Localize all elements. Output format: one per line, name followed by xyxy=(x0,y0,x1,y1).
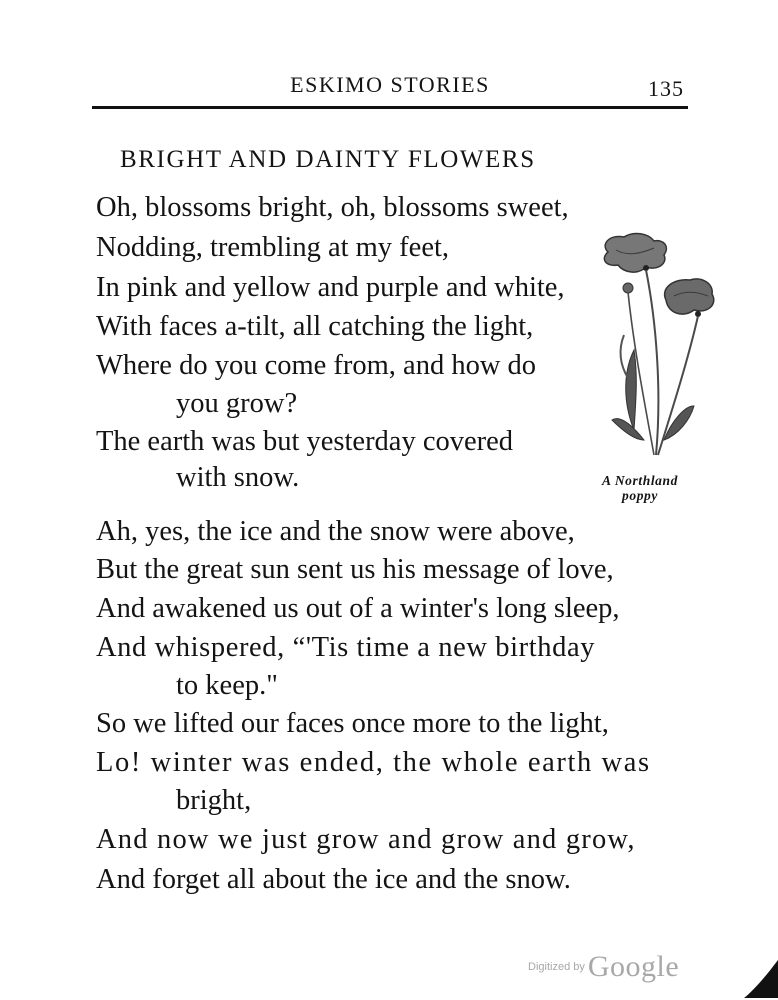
poem-line: And forget all about the ice and the snow. xyxy=(96,864,571,895)
page-corner-icon xyxy=(744,960,778,998)
digitized-prefix: Digitized by xyxy=(528,961,585,973)
header-rule xyxy=(92,106,688,109)
poem-line: And whispered, “'Tis time a new birthday xyxy=(96,632,596,663)
poem-title: BRIGHT AND DAINTY FLOWERS xyxy=(120,146,536,173)
poem-line: And now we just grow and grow and grow, xyxy=(96,824,636,855)
poem-line: bright, xyxy=(176,785,252,816)
caption-line: A Northland xyxy=(601,473,678,488)
poem-line: with snow. xyxy=(176,462,300,493)
poem-line: you grow? xyxy=(176,388,298,419)
poem-line: to keep." xyxy=(176,670,278,701)
poem-line: With faces a-tilt, all catching the light, xyxy=(96,311,534,342)
running-title: ESKIMO STORIES xyxy=(290,72,490,97)
digitized-brand: Google xyxy=(587,950,680,983)
poem-line: And awakened us out of a winter's long sleep, xyxy=(96,593,620,624)
page-number: 135 xyxy=(648,76,684,101)
poem-line: Where do you come from, and how do xyxy=(96,350,537,381)
digitized-watermark xyxy=(528,950,679,984)
poem-line: The earth was but yesterday covered xyxy=(96,426,514,457)
poem-line: Oh, blossoms bright, oh, blossoms sweet, xyxy=(96,192,569,223)
poem-line: But the great sun sent us his message of love, xyxy=(96,554,614,585)
poem-line: Lo! winter was ended, the whole earth was xyxy=(96,747,651,778)
caption-line: poppy xyxy=(622,487,658,503)
poem-line: Nodding, trembling at my feet, xyxy=(96,232,450,263)
poem-line: So we lifted our faces once more to the light, xyxy=(96,708,609,739)
running-head xyxy=(92,72,688,104)
poem-line: In pink and yellow and purple and white, xyxy=(96,272,565,303)
poppy-illustration xyxy=(594,230,724,475)
poem-line: Ah, yes, the ice and the snow were above, xyxy=(96,516,575,547)
illustration-caption xyxy=(580,474,700,504)
